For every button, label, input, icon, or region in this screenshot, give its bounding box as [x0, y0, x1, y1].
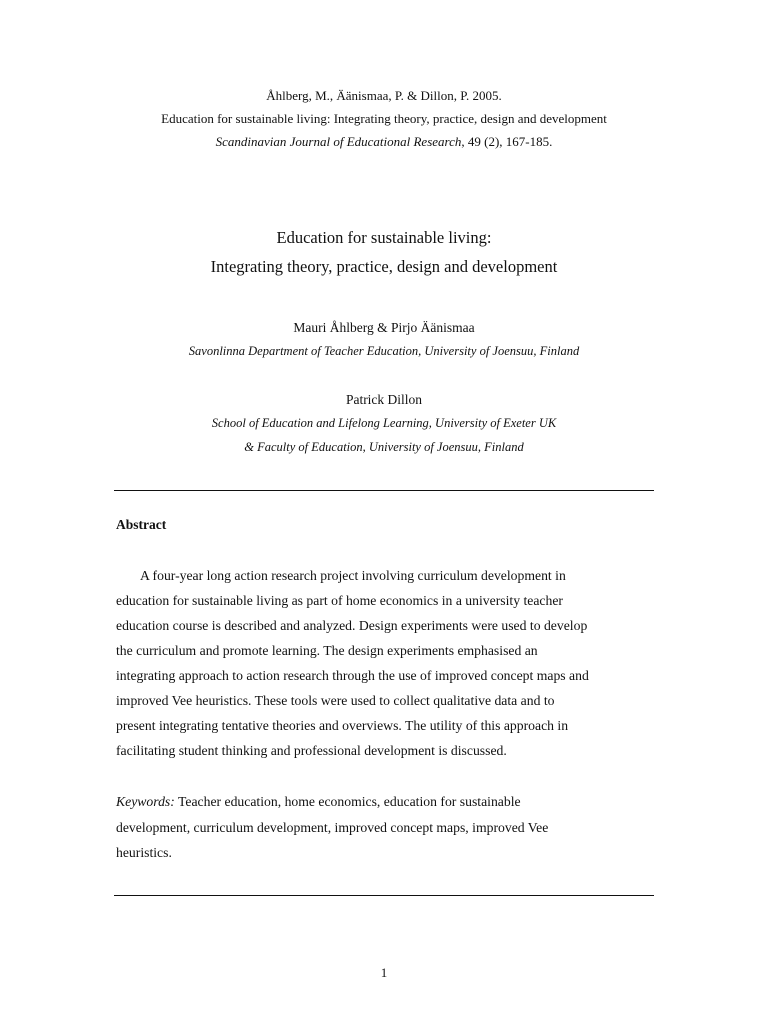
keywords-label: Keywords:	[116, 794, 175, 809]
paper-title-line-2: Integrating theory, practice, design and development	[210, 257, 558, 276]
citation-volume-pages: , 49 (2), 167-185.	[461, 134, 553, 149]
keywords-text-1: Teacher education, home economics, education for sustainable	[174, 794, 521, 809]
abstract-line: education for sustainable living as part of home economics in a university teacher	[116, 593, 563, 608]
paper-title-line-1: Education for sustainable living:	[276, 228, 492, 247]
top-divider	[114, 490, 654, 491]
abstract-line: present integrating tentative theories and overviews. The utility of this approach in	[116, 718, 569, 733]
abstract-line: integrating approach to action research through the use of improved concept maps and	[116, 668, 589, 683]
abstract-line: the curriculum and promote learning. The design experiments emphasised an	[116, 643, 538, 658]
keywords-line-1	[116, 793, 521, 810]
keywords-line-2: development, curriculum development, improved concept maps, improved Vee	[116, 820, 549, 835]
abstract-line: facilitating student thinking and professional development is discussed.	[116, 743, 507, 758]
abstract-line: improved Vee heuristics. These tools were used to collect qualitative data and to	[116, 693, 555, 708]
bottom-divider	[114, 895, 654, 896]
abstract-line: education course is described and analyzed. Design experiments were used to develop	[116, 618, 588, 633]
author-affiliation-group-2-line-2: & Faculty of Education, University of Joensuu, Finland	[244, 440, 524, 454]
author-affiliation-group-1: Savonlinna Department of Teacher Education, University of Joensuu, Finland	[188, 344, 580, 358]
author-names-group-2: Patrick Dillon	[345, 392, 423, 407]
citation-source	[0, 134, 768, 150]
author-names-group-1: Mauri Åhlberg & Pirjo Äänismaa	[293, 320, 475, 335]
keywords-line-3: heuristics.	[116, 845, 172, 860]
citation-journal: Scandinavian Journal of Educational Research	[215, 134, 462, 149]
abstract-line: A four-year long action research project involving curriculum development in	[140, 568, 566, 583]
abstract-heading: Abstract	[116, 517, 167, 532]
author-affiliation-group-2-line-1: School of Education and Lifelong Learning, University of Exeter UK	[211, 416, 557, 430]
page-number: 1	[380, 965, 388, 980]
citation-authors-year: Åhlberg, M., Äänismaa, P. & Dillon, P. 2005.	[266, 88, 502, 103]
citation-title: Education for sustainable living: Integrating theory, practice, design and development	[161, 111, 607, 126]
